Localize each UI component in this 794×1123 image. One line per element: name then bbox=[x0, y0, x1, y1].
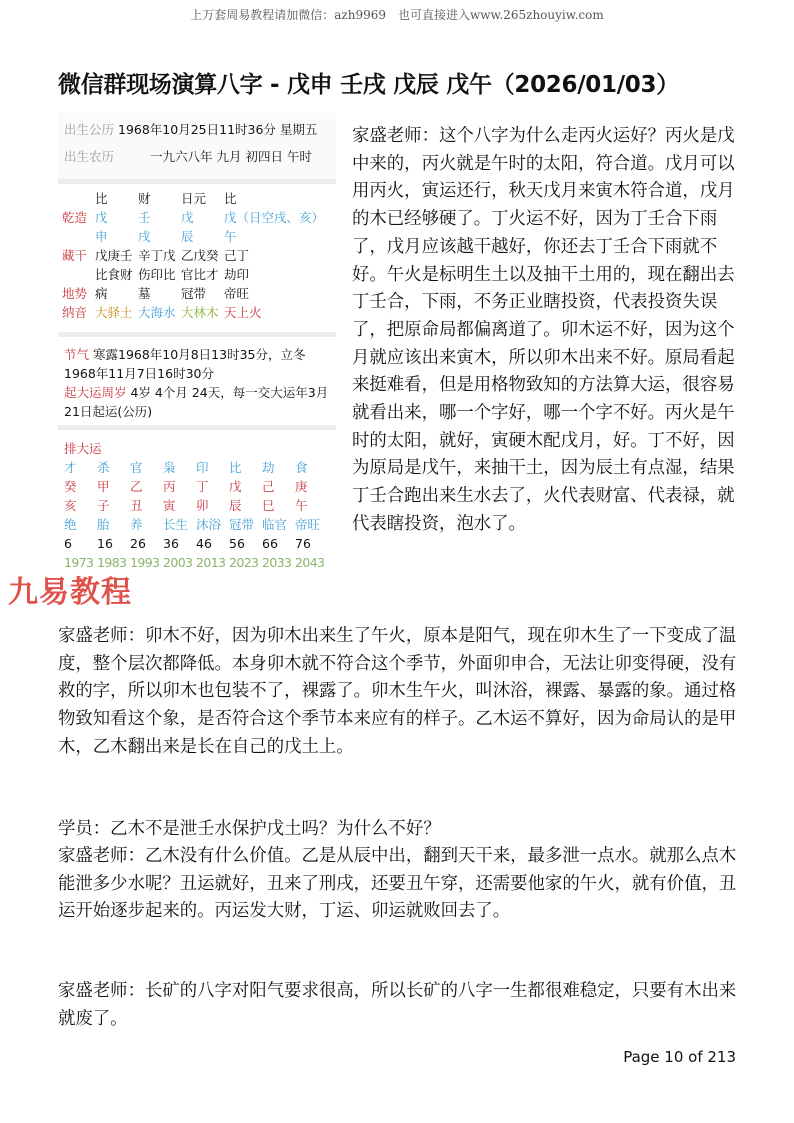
dayun-age: 66 bbox=[262, 536, 278, 551]
dayun-year: 1993 bbox=[130, 555, 160, 570]
chart-nayin: 天上火 bbox=[224, 305, 262, 320]
dayun-age: 16 bbox=[97, 536, 113, 551]
dayun-state: 帝旺 bbox=[295, 517, 321, 532]
chart-dishi: 帝旺 bbox=[224, 286, 250, 301]
chart-gods: 比 bbox=[224, 191, 237, 206]
bazi-chart bbox=[58, 186, 336, 337]
dayun-age: 46 bbox=[196, 536, 212, 551]
dayun-column bbox=[97, 458, 129, 572]
chart-row-label: 纳音 bbox=[62, 305, 88, 320]
right-text: 家盛老师：这个八字为什么走丙火运好？丙火是戊中来的，丙火就是午时的太阳，符合道。戊月可以用丙火，寅运还行，秋天戊月来寅木符合道，戊月的木已经够硬了。丁火运不好，因为丁壬合下雨了，戊月应该越干越好，你还去丁壬合下雨就不好。午火是标明生土以及抽干土用的，现在翻出去丁壬合，下雨，不务正业瞎投资，代表投资失误了，把原命局都偏离道了。卯木运不好，因为这个月就应该出来寅木，所以卯木出来不好。原局看起来挺难看，但是用格物致知的方法算大运，很容易就看出来，哪一个字好，哪一个字不好。丙火是午时的太阳，就好，寅硬木配戊月，好。丁不好，因为原局是戊午，来抽干土，因为辰土有点湿，结果丁壬合跑出来生水去了，火代表财富、代表禄，就代表瞎投资，泡水了。 bbox=[352, 126, 735, 534]
dayun-god: 枭 bbox=[163, 460, 176, 475]
chart-stems: 戊（日空戌、亥） bbox=[224, 210, 325, 225]
paragraph: 家盛老师：乙木没有什么价值。乙是从辰中出，翻到天干来，最多泄一点水。就那么点木能泄多少水呢？丑运就好，丑来了刑戌，还要丑午穿，还需要他家的午火，就有价值，丑运开始逐步起来的。丙运发大财，丁运、卯运就败回去了。 bbox=[58, 846, 737, 922]
chart-gods: 财 bbox=[138, 191, 151, 206]
dayun-god: 比 bbox=[229, 460, 242, 475]
chart-canggan: 辛丁戊 bbox=[138, 248, 176, 263]
chart-dishi: 冠带 bbox=[181, 286, 207, 301]
chart-branches: 申 bbox=[95, 229, 108, 244]
chart-canggan-gods: 劫印 bbox=[224, 267, 250, 282]
chart-canggan: 乙戊癸 bbox=[181, 248, 219, 263]
dayun-stem: 乙 bbox=[130, 479, 143, 494]
dayun-stem: 丁 bbox=[196, 479, 209, 494]
dayun-table bbox=[58, 437, 336, 573]
jieqi-info bbox=[58, 345, 336, 430]
lunar-value: 一九六八年 九月 初四日 午时 bbox=[150, 149, 312, 164]
dayun-column bbox=[262, 458, 294, 572]
dayun-year: 2003 bbox=[163, 555, 193, 570]
chart-canggan-gods: 比食财 bbox=[95, 267, 133, 282]
chart-canggan-gods: 伤印比 bbox=[138, 267, 176, 282]
chart-nayin: 大林木 bbox=[181, 305, 219, 320]
dayun-god: 官 bbox=[130, 460, 143, 475]
dayun-age: 56 bbox=[229, 536, 245, 551]
dayun-stem: 癸 bbox=[64, 479, 77, 494]
dayun-branch: 午 bbox=[295, 498, 308, 513]
dayun-column bbox=[229, 458, 261, 572]
dayun-column bbox=[130, 458, 162, 572]
solar-value: 1968年10月25日11时36分 星期五 bbox=[118, 122, 318, 137]
dayun-age: 36 bbox=[163, 536, 179, 551]
chart-gods: 日元 bbox=[181, 191, 207, 206]
dayun-branch: 卯 bbox=[196, 498, 209, 513]
dayun-branch: 寅 bbox=[163, 498, 176, 513]
dayun-stem: 丙 bbox=[163, 479, 176, 494]
dayun-year: 1983 bbox=[97, 555, 127, 570]
paragraph: 家盛老师：卯木不好，因为卯木出来生了午火，原本是阳气，现在卯木生了一下变成了温度，整个层次都降低。本身卯木就不符合这个季节，外面卯申合，无法让卯变得硬，没有救的字，所以卯木也包装不了，裸露了。卯木生午火，叫沐浴，裸露、暴露的象。通过格物致知看这个象，是否符合这个季节本来应有的样子。乙木运不算好，因为命局认的是甲木，乙木翻出来是长在自己的戊土上。 bbox=[58, 626, 737, 757]
dayun-branch: 亥 bbox=[64, 498, 77, 513]
chart-nayin: 大驿土 bbox=[95, 305, 133, 320]
watermark-logo: 九易教程 bbox=[8, 575, 132, 610]
dayun-branch: 子 bbox=[97, 498, 110, 513]
page-number: Page 10 of 213 bbox=[623, 1048, 736, 1066]
chart-stems: 戊 bbox=[181, 210, 194, 225]
dayun-year: 1973 bbox=[64, 555, 94, 570]
paragraph: 学员：乙木不是泄壬水保护戊土吗？为什么不好？ bbox=[58, 819, 441, 839]
solar-label: 出生公历 bbox=[64, 122, 115, 137]
dayun-state: 绝 bbox=[64, 517, 77, 532]
page-title: 微信群现场演算八字 - 戊申 壬戌 戊辰 戊午（2026/01/03） bbox=[58, 72, 679, 98]
dayun-state: 冠带 bbox=[229, 517, 255, 532]
dayun-god: 食 bbox=[295, 460, 308, 475]
chart-canggan: 戊庚壬 bbox=[95, 248, 133, 263]
chart-row-label: 地势 bbox=[62, 286, 88, 301]
qiyun-value: 4岁 4个月 24天，每一交大运年3月 21日起运(公历) bbox=[64, 385, 329, 419]
chart-row-label: 藏干 bbox=[62, 248, 88, 263]
dayun-age: 76 bbox=[295, 536, 311, 551]
dayun-state: 胎 bbox=[97, 517, 110, 532]
dayun-column bbox=[196, 458, 228, 572]
dayun-age: 6 bbox=[64, 536, 72, 551]
dayun-stem: 己 bbox=[262, 479, 275, 494]
jieqi-label: 节气 bbox=[64, 347, 90, 362]
header-note: 上万套周易教程请加微信：azh9969 也可直接进入www.265zhouyiw.com bbox=[190, 8, 604, 22]
dayun-stem: 甲 bbox=[97, 479, 110, 494]
chart-branches: 辰 bbox=[181, 229, 194, 244]
dayun-column bbox=[163, 458, 195, 572]
qiyun-label: 起大运周岁 bbox=[64, 385, 127, 400]
dayun-state: 沐浴 bbox=[196, 517, 222, 532]
chart-row-label: 乾造 bbox=[62, 210, 88, 225]
dayun-stem: 庚 bbox=[295, 479, 308, 494]
birth-info bbox=[58, 113, 336, 184]
dayun-column bbox=[64, 458, 96, 572]
dayun-god: 印 bbox=[196, 460, 209, 475]
dayun-branch: 辰 bbox=[229, 498, 242, 513]
dayun-year: 2013 bbox=[196, 555, 226, 570]
dayun-label: 排大运 bbox=[64, 441, 102, 456]
chart-dishi: 病 bbox=[95, 286, 108, 301]
chart-canggan-gods: 官比才 bbox=[181, 267, 219, 282]
dayun-age: 26 bbox=[130, 536, 146, 551]
dayun-column bbox=[295, 458, 327, 572]
dayun-god: 劫 bbox=[262, 460, 275, 475]
lunar-label: 出生农历 bbox=[64, 149, 115, 164]
dayun-state: 临官 bbox=[262, 517, 288, 532]
jieqi-value: 寒露1968年10月8日13时35分，立冬1968年11月7日16时30分 bbox=[64, 347, 306, 381]
paragraph: 家盛老师：长矿的八字对阳气要求很高，所以长矿的八字一生都很难稳定，只要有木出来就废了。 bbox=[58, 981, 737, 1029]
dayun-stem: 戊 bbox=[229, 479, 242, 494]
dayun-year: 2033 bbox=[262, 555, 292, 570]
chart-dishi: 墓 bbox=[138, 286, 151, 301]
dayun-branch: 巳 bbox=[262, 498, 275, 513]
dayun-state: 养 bbox=[130, 517, 143, 532]
chart-branches: 戌 bbox=[138, 229, 151, 244]
dayun-year: 2023 bbox=[229, 555, 259, 570]
chart-stems: 壬 bbox=[138, 210, 151, 225]
chart-branches: 午 bbox=[224, 229, 237, 244]
chart-canggan: 己丁 bbox=[224, 248, 250, 263]
chart-gods: 比 bbox=[95, 191, 108, 206]
dayun-god: 杀 bbox=[97, 460, 110, 475]
dayun-state: 长生 bbox=[163, 517, 189, 532]
dayun-god: 才 bbox=[64, 460, 77, 475]
chart-stems: 戊 bbox=[95, 210, 108, 225]
chart-nayin: 大海水 bbox=[138, 305, 176, 320]
dayun-branch: 丑 bbox=[130, 498, 143, 513]
dayun-year: 2043 bbox=[295, 555, 325, 570]
